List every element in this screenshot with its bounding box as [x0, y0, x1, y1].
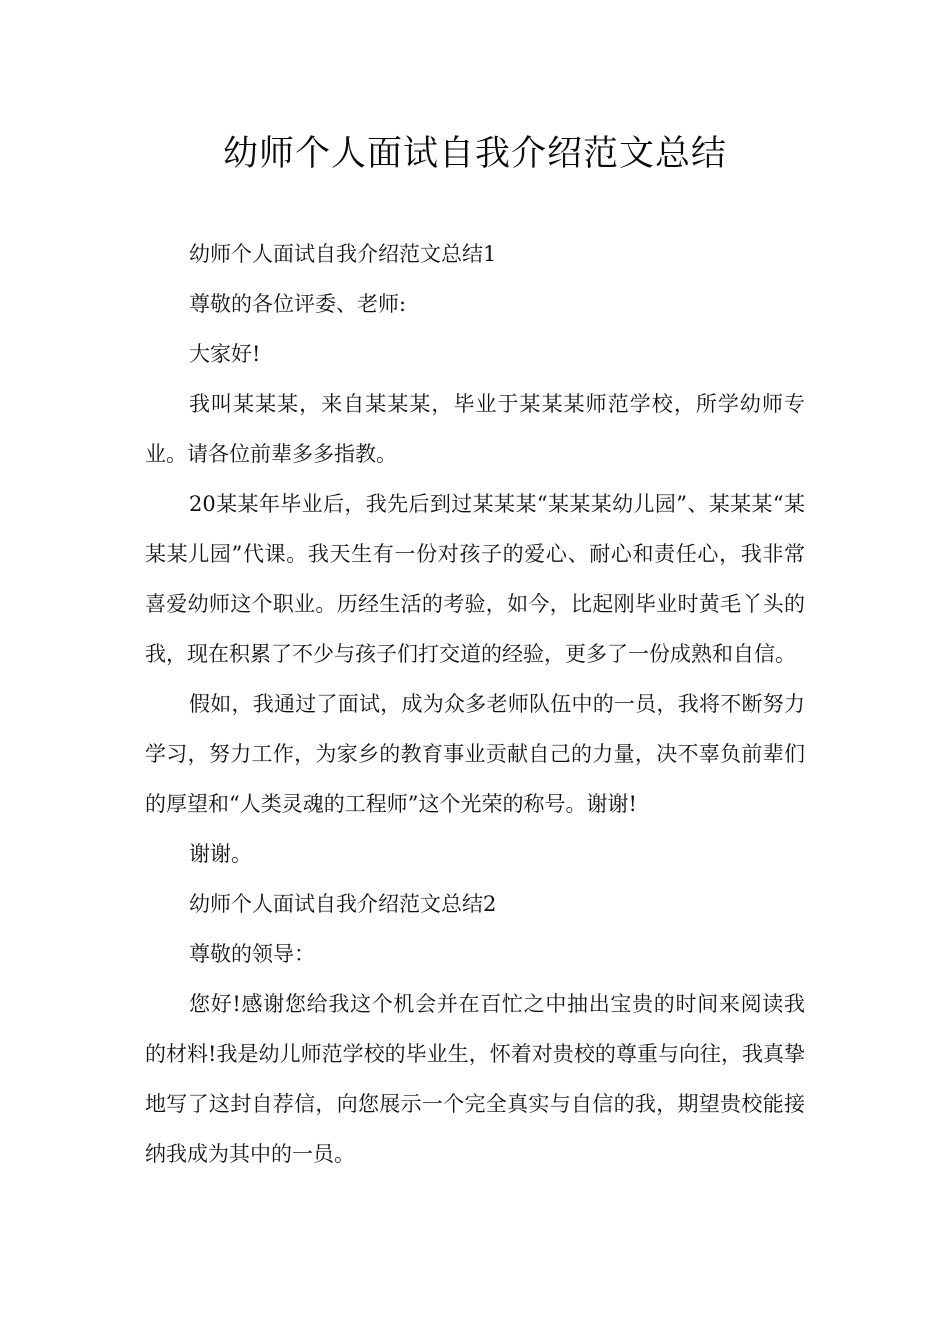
- document-title: 幼师个人面试自我介绍范文总结: [222, 134, 727, 174]
- paragraph-experience: 20某某年毕业后，我先后到过某某某“某某某幼儿园”、某某某“某某某儿园”代课。我天生有一份对孩子的爱心、耐心和责任心，我非常喜爱幼师这个职业。历经生活的考验，如今，比起刚毕业时黄毛丫头的我，现在积累了不少与孩子们打交道的经验，更多了一份成熟和自信。: [145, 492, 805, 666]
- paragraph-cover-letter: 您好!感谢您给我这个机会并在百忙之中抽出宝贵的时间来阅读我的材料!我是幼儿师范学校的毕业生，怀着对贵校的尊重与向往，我真挚地写了这封自荐信，向您展示一个完全真实与自信的我，期望贵校能接纳我成为其中的一员。: [145, 992, 805, 1166]
- salutation-1: 尊敬的各位评委、老师:: [189, 292, 407, 316]
- section-heading-2: 幼师个人面试自我介绍范文总结2: [189, 892, 497, 916]
- closing-thanks: 谢谢。: [189, 842, 252, 866]
- document-body: [145, 229, 805, 1179]
- paragraph-introduction: 我叫某某某，来自某某某，毕业于某某某师范学校，所学幼师专业。请各位前辈多多指教。: [145, 392, 805, 466]
- paragraph-commitment: 假如，我通过了面试，成为众多老师队伍中的一员，我将不断努力学习，努力工作，为家乡的教育事业贡献自己的力量，决不辜负前辈们的厚望和“人类灵魂的工程师”这个光荣的称号。谢谢!: [145, 692, 805, 816]
- section-heading-1: 幼师个人面试自我介绍范文总结1: [189, 242, 497, 266]
- salutation-2: 尊敬的领导：: [189, 942, 315, 966]
- greeting: 大家好!: [189, 342, 261, 366]
